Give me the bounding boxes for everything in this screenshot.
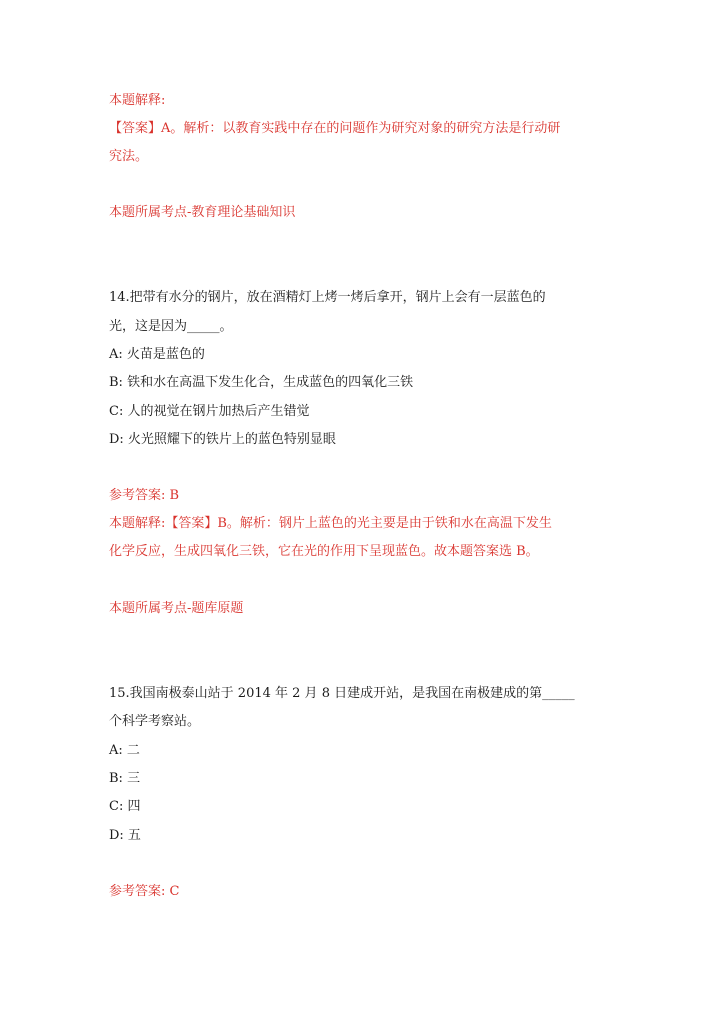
option-d: D: 火光照耀下的铁片上的蓝色特别显眼 xyxy=(109,432,336,447)
option-a: A: 二 xyxy=(109,743,140,758)
option-d: D: 五 xyxy=(109,828,141,843)
explanation-text: 究法。 xyxy=(109,149,149,164)
option-c: C: 四 xyxy=(109,799,141,814)
option-c: C: 人的视觉在钢片加热后产生错觉 xyxy=(109,404,310,419)
question-stem: 15.我国南极泰山站于 2014 年 2 月 8 日建成开站，是我国在南极建成的第_____ xyxy=(109,686,575,701)
topic-label: 本题所属考点-教育理论基础知识 xyxy=(109,205,296,220)
explanation-text: 化学反应，生成四氧化三铁，它在光的作用下呈现蓝色。故本题答案选 B。 xyxy=(109,544,539,559)
option-b: B: 铁和水在高温下发生化合，生成蓝色的四氧化三铁 xyxy=(109,375,414,390)
question-stem: 个科学考察站。 xyxy=(109,714,201,729)
question-stem: 14.把带有水分的钢片，放在酒精灯上烤一烤后拿开，钢片上会有一层蓝色的 xyxy=(109,290,546,305)
option-a: A: 火苗是蓝色的 xyxy=(109,347,205,362)
explanation-text: 本题解释:【答案】B。解析：钢片上蓝色的光主要是由于铁和水在高温下发生 xyxy=(109,516,552,531)
answer-label: 参考答案: B xyxy=(109,488,180,503)
explanation-label: 本题解释: xyxy=(109,93,166,108)
option-b: B: 三 xyxy=(109,771,141,786)
explanation-text: 【答案】A。解析：以教育实践中存在的问题作为研究对象的研究方法是行动研 xyxy=(109,121,561,136)
topic-label: 本题所属考点-题库原题 xyxy=(109,601,244,616)
answer-label: 参考答案: C xyxy=(109,884,180,899)
question-stem: 光，这是因为_____。 xyxy=(109,319,233,334)
